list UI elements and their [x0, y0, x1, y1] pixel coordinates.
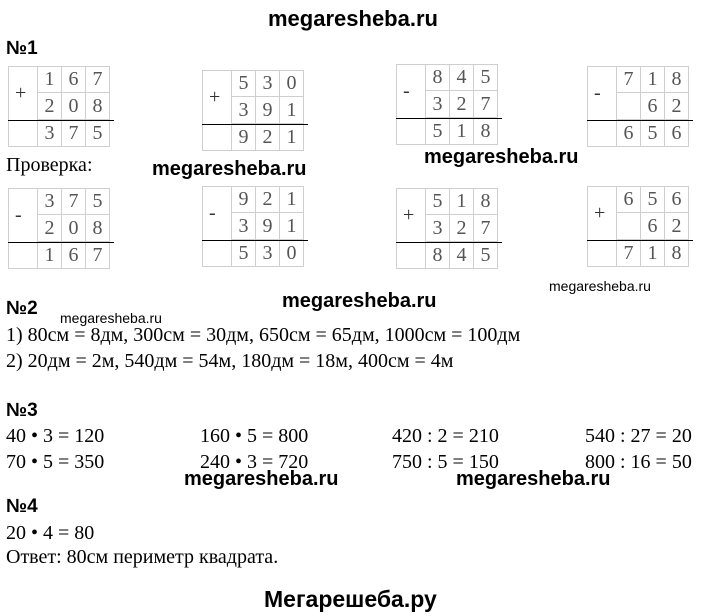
- calc-digit-second: 2: [450, 215, 474, 242]
- calc-digit-result: 2: [256, 124, 280, 151]
- calc-sign: +: [396, 188, 426, 242]
- calc-digit-second: 7: [474, 91, 498, 118]
- task3-r1c2: 160 • 5 = 800: [200, 425, 309, 447]
- calc-digit-second: 2: [38, 215, 62, 242]
- calc-digit-result: 7: [86, 242, 110, 269]
- task3-r1c3: 420 : 2 = 210: [392, 425, 499, 447]
- calc-sign: +: [8, 66, 38, 120]
- calc-digit-second: 8: [86, 93, 110, 120]
- calc-result-rule: [587, 120, 693, 121]
- calc-digit-result: 7: [62, 120, 86, 147]
- calc-digit-second: 7: [474, 215, 498, 242]
- calc-digit-top: 5: [641, 186, 665, 213]
- watermark-mid-right: megaresheba.ru: [424, 146, 579, 168]
- calc-digit-second: [617, 213, 641, 240]
- calc-result-rule: [8, 242, 114, 243]
- watermark-small-right: megaresheba.ru: [549, 278, 651, 294]
- column-calc: [202, 70, 304, 151]
- task3-r2c3: 750 : 5 = 150: [392, 451, 499, 473]
- calc-sign: -: [202, 186, 232, 240]
- calc-digit-result: 9: [232, 124, 256, 151]
- calc-sign: -: [8, 188, 38, 242]
- calc-digit-result: 4: [450, 242, 474, 269]
- calc-digit-result: 5: [426, 118, 450, 145]
- column-calc: [587, 66, 689, 147]
- calc-digit-top: 8: [426, 64, 450, 91]
- calc-digit-result: 5: [641, 120, 665, 147]
- calc-blank-cell: [396, 118, 426, 145]
- watermark-n2: megaresheba.ru: [282, 290, 437, 312]
- calc-digit-top: 7: [617, 66, 641, 93]
- task3-r1c4: 540 : 27 = 20: [585, 425, 692, 447]
- column-calc: [396, 188, 498, 269]
- calc-blank-cell: [587, 240, 617, 267]
- calc-digit-top: 5: [474, 64, 498, 91]
- calc-digit-top: 8: [474, 188, 498, 215]
- calc-digit-second: 0: [62, 215, 86, 242]
- task4-answer: Ответ: 80см периметр квадрата.: [6, 546, 279, 568]
- column-calc: [202, 186, 304, 267]
- calc-digit-top: 6: [617, 186, 641, 213]
- calc-digit-top: 3: [38, 188, 62, 215]
- calc-digit-result: 8: [474, 118, 498, 145]
- calc-digit-result: 0: [280, 240, 304, 267]
- calc-digit-second: 2: [665, 93, 689, 120]
- calc-digit-second: 6: [641, 93, 665, 120]
- calc-digit-result: 3: [38, 120, 62, 147]
- calc-digit-result: 6: [62, 242, 86, 269]
- calc-digit-result: 1: [641, 240, 665, 267]
- calc-digit-second: [617, 93, 641, 120]
- watermark-bottom: Мегарешеба.ру: [264, 586, 437, 612]
- calc-digit-result: 3: [256, 240, 280, 267]
- watermark-mid-left: megaresheba.ru: [152, 158, 307, 180]
- calc-digit-top: 4: [450, 64, 474, 91]
- task2-heading: №2: [6, 298, 38, 319]
- column-calc: [8, 188, 110, 269]
- task3-r1c1: 40 • 3 = 120: [6, 425, 105, 447]
- calc-result-rule: [202, 124, 308, 125]
- calc-digit-top: 1: [450, 188, 474, 215]
- task3-r2c2: 240 • 3 = 720: [200, 451, 309, 473]
- calc-digit-second: 1: [280, 213, 304, 240]
- watermark-top: megaresheba.ru: [268, 6, 438, 31]
- calc-blank-cell: [202, 124, 232, 151]
- calc-sign: +: [202, 70, 232, 124]
- calc-digit-top: 3: [256, 70, 280, 97]
- calc-digit-result: 1: [38, 242, 62, 269]
- column-calc: [8, 66, 110, 147]
- calc-digit-second: 3: [426, 91, 450, 118]
- calc-digit-result: 8: [426, 242, 450, 269]
- calc-digit-top: 6: [62, 66, 86, 93]
- calc-digit-top: 5: [232, 70, 256, 97]
- calc-digit-second: 6: [641, 213, 665, 240]
- calc-digit-top: 1: [280, 186, 304, 213]
- calc-result-rule: [202, 240, 308, 241]
- calc-digit-second: 2: [450, 91, 474, 118]
- calc-digit-second: 1: [280, 97, 304, 124]
- calc-digit-second: 3: [232, 97, 256, 124]
- column-calc: [396, 64, 498, 145]
- watermark-n3-right: megaresheba.ru: [456, 468, 611, 490]
- calc-result-rule: [396, 118, 502, 119]
- calc-digit-second: 2: [38, 93, 62, 120]
- calc-blank-cell: [202, 240, 232, 267]
- task4-line1: 20 • 4 = 80: [6, 522, 95, 544]
- task2-line2: 2) 20дм = 2м, 540дм = 54м, 180дм = 18м, 400см = 4м: [6, 350, 454, 372]
- task1-heading: №1: [6, 38, 38, 59]
- check-label: Проверка:: [6, 154, 93, 176]
- calc-digit-result: 5: [474, 242, 498, 269]
- calc-digit-top: 6: [665, 186, 689, 213]
- calc-digit-top: 5: [426, 188, 450, 215]
- task4-heading: №4: [6, 496, 38, 517]
- calc-digit-result: 8: [665, 240, 689, 267]
- calc-digit-result: 5: [232, 240, 256, 267]
- calc-result-rule: [396, 242, 502, 243]
- calc-sign: -: [396, 64, 426, 118]
- calc-digit-second: 0: [62, 93, 86, 120]
- calc-blank-cell: [587, 120, 617, 147]
- calc-digit-top: 5: [86, 188, 110, 215]
- task3-heading: №3: [6, 400, 38, 421]
- calc-digit-top: 7: [62, 188, 86, 215]
- calc-digit-top: 9: [232, 186, 256, 213]
- calc-digit-result: 7: [617, 240, 641, 267]
- calc-digit-top: 1: [641, 66, 665, 93]
- calc-digit-second: 9: [256, 213, 280, 240]
- calc-digit-top: 8: [665, 66, 689, 93]
- calc-result-rule: [8, 120, 114, 121]
- calc-digit-second: 2: [665, 213, 689, 240]
- calc-blank-cell: [8, 120, 38, 147]
- calc-sign: -: [587, 66, 617, 120]
- watermark-n3-left: megaresheba.ru: [184, 468, 339, 490]
- column-calc: [587, 186, 689, 267]
- calc-blank-cell: [396, 242, 426, 269]
- calc-digit-result: 1: [280, 124, 304, 151]
- watermark-n2-small: megaresheba.ru: [60, 310, 162, 326]
- calc-result-rule: [587, 240, 693, 241]
- task3-r2c4: 800 : 16 = 50: [585, 451, 692, 473]
- calc-digit-top: 0: [280, 70, 304, 97]
- calc-blank-cell: [8, 242, 38, 269]
- calc-digit-top: 2: [256, 186, 280, 213]
- calc-digit-second: 3: [426, 215, 450, 242]
- calc-digit-top: 1: [38, 66, 62, 93]
- calc-digit-result: 6: [665, 120, 689, 147]
- calc-digit-result: 1: [450, 118, 474, 145]
- calc-digit-result: 5: [86, 120, 110, 147]
- calc-digit-second: 3: [232, 213, 256, 240]
- calc-digit-top: 7: [86, 66, 110, 93]
- calc-digit-result: 6: [617, 120, 641, 147]
- calc-digit-second: 8: [86, 215, 110, 242]
- calc-digit-second: 9: [256, 97, 280, 124]
- calc-sign: +: [587, 186, 617, 240]
- task2-line1: 1) 80см = 8дм, 300см = 30дм, 650см = 65дм, 1000см = 100дм: [6, 324, 521, 346]
- task3-r2c1: 70 • 5 = 350: [6, 451, 105, 473]
